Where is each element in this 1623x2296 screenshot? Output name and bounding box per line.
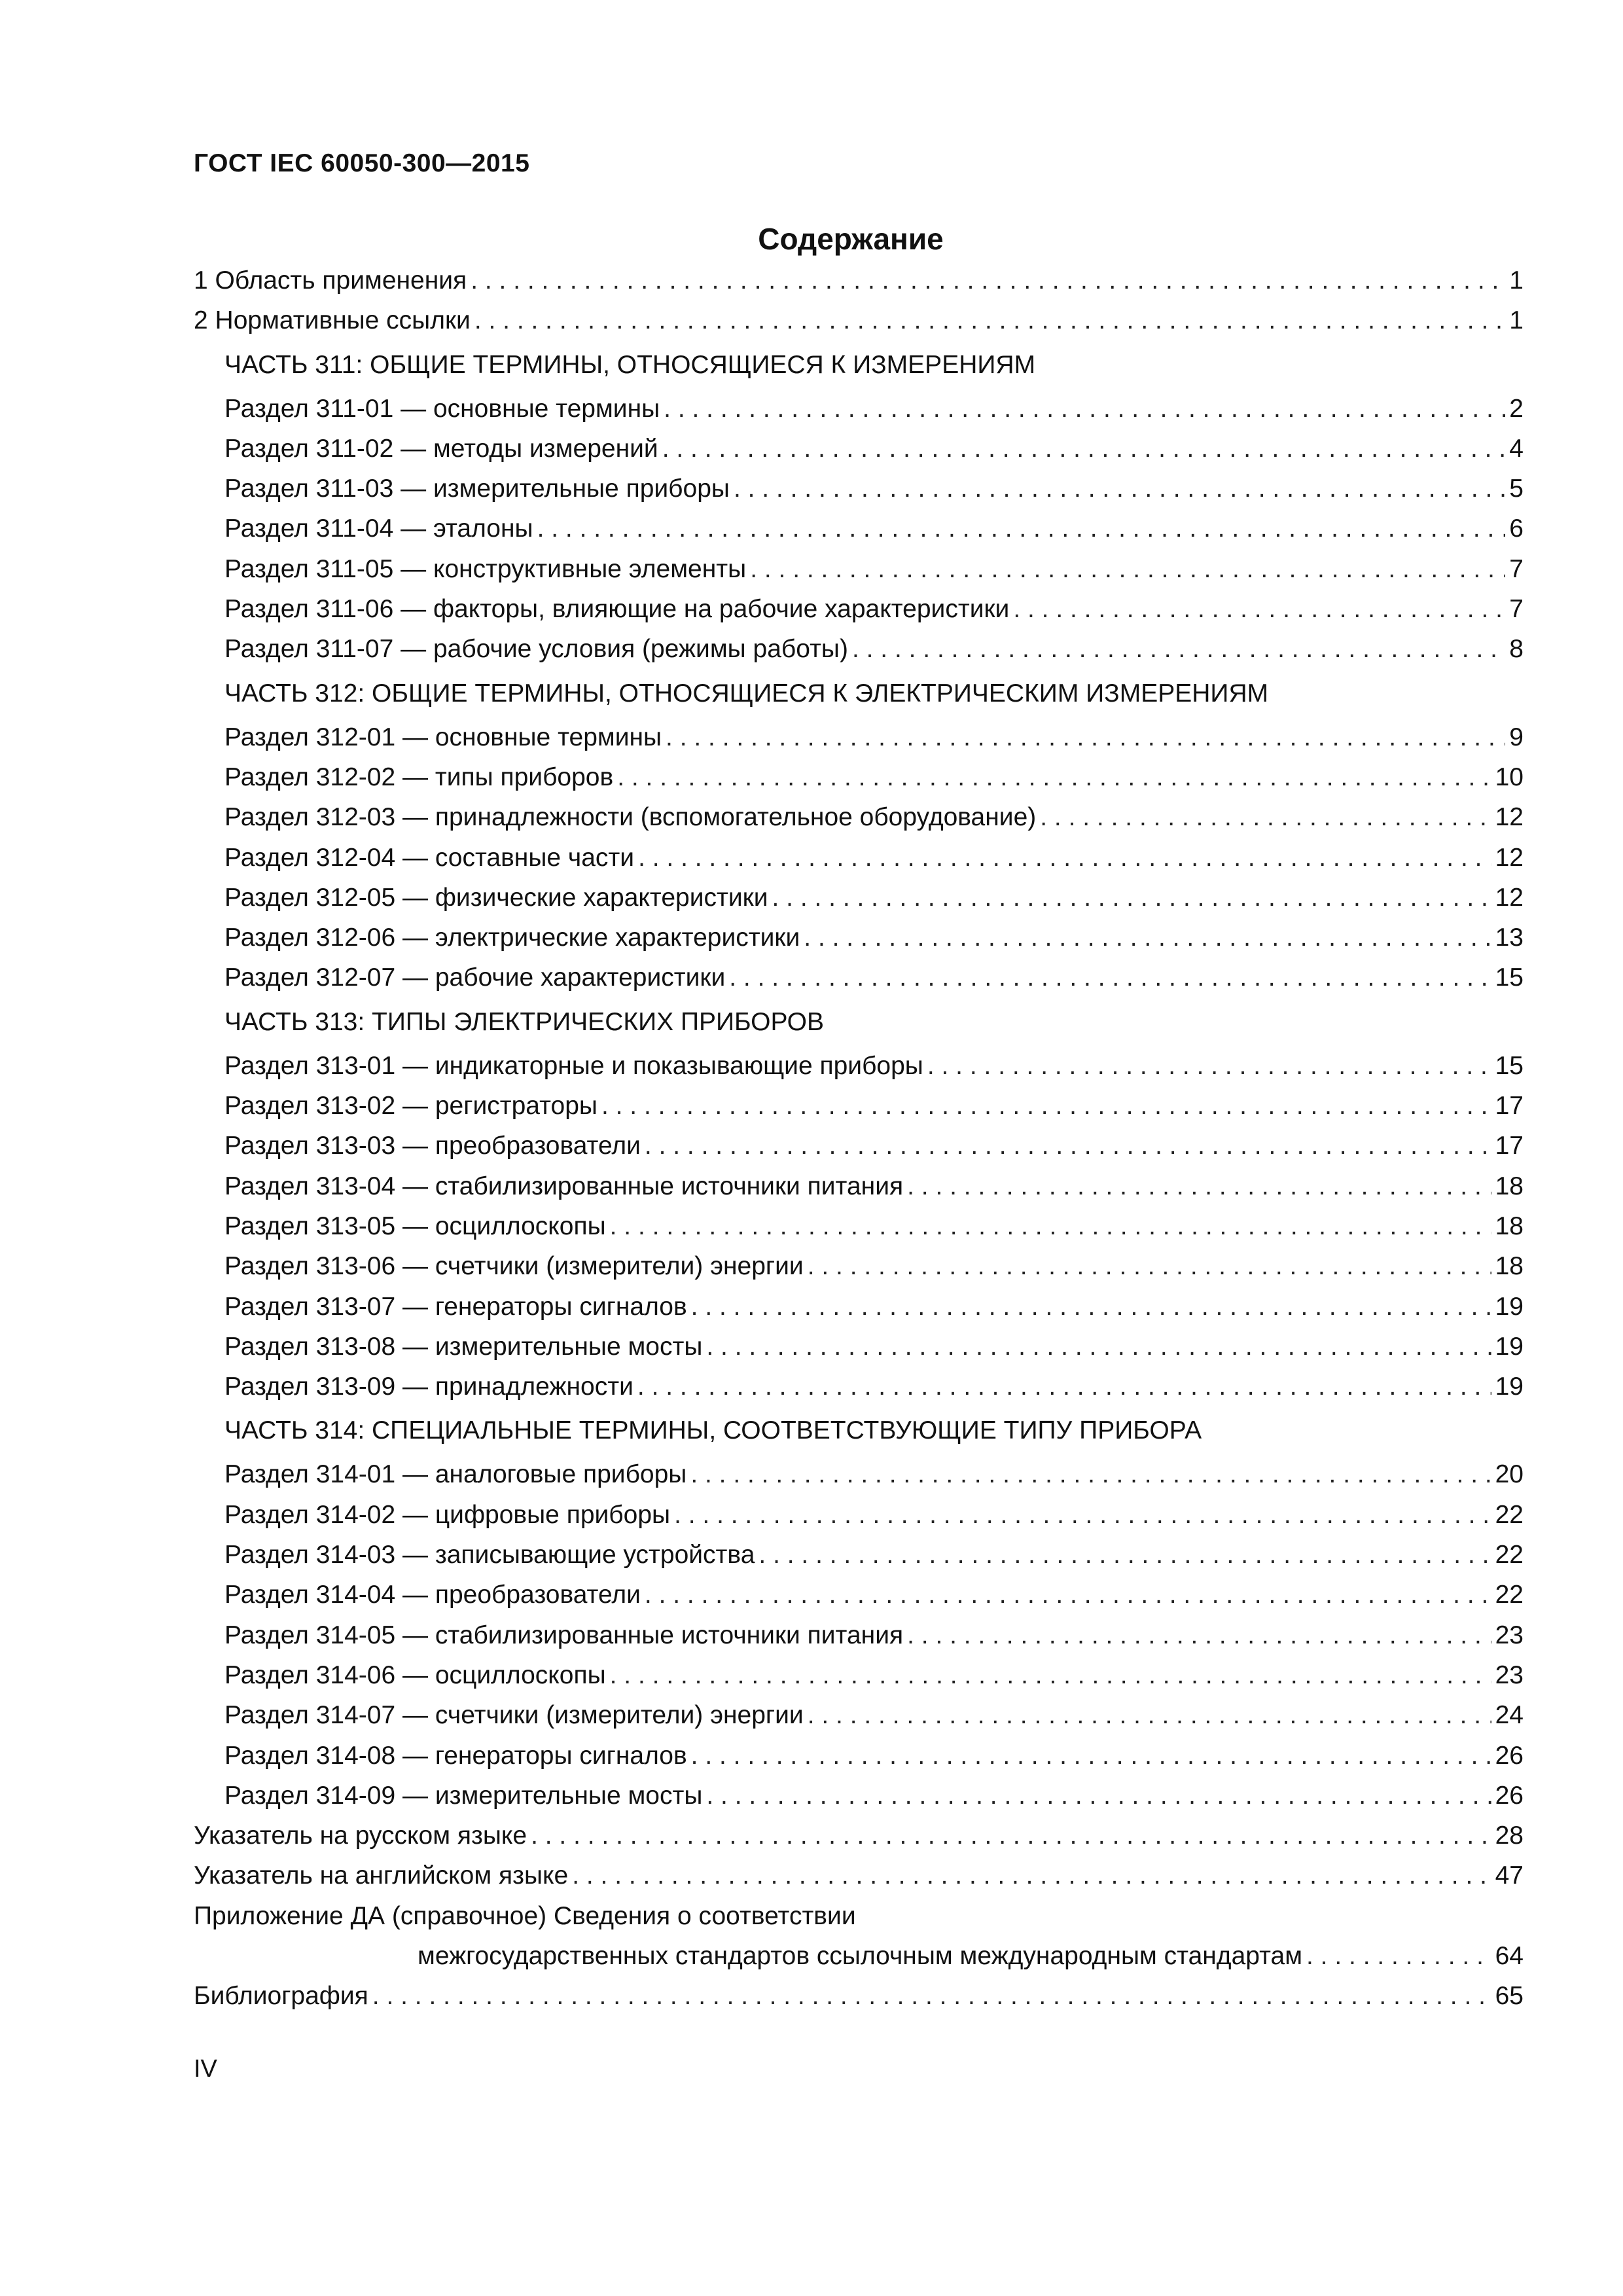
toc-entry	[194, 958, 1524, 997]
toc-entry-page: 1	[1509, 266, 1524, 295]
toc-entry-page: 26	[1495, 1741, 1524, 1770]
toc-entry	[194, 1206, 1524, 1246]
toc-entry-label: 1 Область применения	[194, 266, 467, 295]
dot-leader	[907, 1615, 1491, 1655]
toc-entry-page: 7	[1509, 554, 1524, 583]
toc-entry-label: Раздел 312-07 — рабочие характеристики	[224, 963, 726, 992]
toc-entry	[194, 629, 1524, 669]
dot-leader	[706, 1776, 1491, 1816]
toc-entry-label: Раздел 314-03 — записывающие устройства	[224, 1541, 755, 1570]
toc-entry	[194, 260, 1524, 300]
toc-entry-page: 2	[1509, 394, 1524, 423]
toc-entry	[194, 717, 1524, 757]
toc-entry-label: ЧАСТЬ 312: ОБЩИЕ ТЕРМИНЫ, ОТНОСЯЩИЕСЯ К ЭЛЕКТРИЧЕСКИМ ИЗМЕРЕНИЯМ	[224, 679, 1269, 708]
toc-entry	[194, 589, 1524, 629]
toc-part-heading	[194, 341, 1524, 389]
toc-entry-label: Раздел 311-07 — рабочие условия (режимы работы)	[224, 635, 848, 664]
toc-entry-label: ЧАСТЬ 313: ТИПЫ ЭЛЕКТРИЧЕСКИХ ПРИБОРОВ	[224, 1007, 825, 1036]
dot-leader	[927, 1046, 1491, 1086]
toc-entry	[194, 509, 1524, 548]
toc-entry-page: 17	[1495, 1092, 1524, 1121]
toc-entry	[194, 1816, 1524, 1856]
dot-leader	[691, 1736, 1491, 1776]
toc-entry-page: 4	[1509, 434, 1524, 463]
toc-entry-label: Раздел 312-05 — физические характеристики	[224, 883, 768, 912]
toc-entry-page: 26	[1495, 1781, 1524, 1810]
toc-entry-label: Раздел 312-06 — электрические характеристики	[224, 924, 800, 952]
toc-entry-label: Раздел 313-08 — измерительные мосты	[224, 1332, 703, 1361]
toc-entry-label: Раздел 313-02 — регистраторы	[224, 1092, 597, 1121]
toc-entry-page: 8	[1509, 635, 1524, 664]
toc-entry	[194, 1655, 1524, 1695]
toc-entry	[194, 469, 1524, 509]
page-number: IV	[194, 2055, 217, 2083]
toc-entry-page: 18	[1495, 1172, 1524, 1200]
toc-entry	[194, 1976, 1524, 2016]
toc-entry-label: Указатель на английском языке	[194, 1861, 569, 1890]
toc-entry-page: 47	[1495, 1861, 1524, 1890]
dot-leader	[690, 1454, 1491, 1494]
toc-entry-label: ЧАСТЬ 311: ОБЩИЕ ТЕРМИНЫ, ОТНОСЯЩИЕСЯ К ИЗМЕРЕНИЯМ	[224, 350, 1036, 379]
dot-leader	[750, 549, 1505, 589]
toc-entry-page: 13	[1495, 924, 1524, 952]
toc-entry-page: 23	[1495, 1660, 1524, 1689]
toc-entry-page: 12	[1495, 803, 1524, 832]
toc-entry	[194, 1736, 1524, 1776]
dot-leader	[706, 1327, 1491, 1367]
toc-entry	[194, 1126, 1524, 1166]
toc-entry-page: 19	[1495, 1332, 1524, 1361]
dot-leader	[662, 429, 1506, 469]
toc-entry	[194, 1367, 1524, 1407]
toc-entry	[194, 838, 1524, 878]
toc-entry-label: Раздел 314-07 — счетчики (измерители) энергии	[224, 1701, 804, 1730]
dot-leader	[474, 300, 1505, 340]
dot-leader	[637, 1367, 1491, 1407]
toc-entry	[194, 1776, 1524, 1816]
toc-entry	[194, 1856, 1524, 1895]
document-header: ГОСТ IEC 60050-300—2015	[194, 149, 530, 177]
toc-entry-label: Раздел 313-06 — счетчики (измерители) энергии	[224, 1252, 804, 1281]
dot-leader	[531, 1816, 1491, 1856]
toc-entry-page: 22	[1495, 1581, 1524, 1609]
toc-entry	[194, 757, 1524, 797]
toc-entry-label: Раздел 311-03 — измерительные приборы	[224, 475, 730, 503]
toc-entry-label: Раздел 311-05 — конструктивные элементы	[224, 554, 747, 583]
dot-leader	[804, 918, 1491, 958]
toc-entry	[194, 549, 1524, 589]
toc-entry-label: Приложение ДА (справочное) Сведения о соответствии	[194, 1901, 856, 1930]
dot-leader	[537, 509, 1506, 548]
toc-entry-label: Раздел 311-04 — эталоны	[224, 514, 533, 543]
toc-entry-page: 22	[1495, 1500, 1524, 1529]
toc-entry-page: 6	[1509, 514, 1524, 543]
toc-entry-label: Раздел 311-01 — основные термины	[224, 394, 660, 423]
toc-part-heading	[194, 670, 1524, 717]
dot-leader	[610, 1655, 1491, 1695]
toc-entry	[194, 1936, 1524, 1976]
toc-entry-label: Раздел 314-05 — стабилизированные источники питания	[224, 1621, 904, 1649]
toc-title: Содержание	[758, 222, 944, 256]
toc-entry-page: 9	[1509, 723, 1524, 751]
toc-entry-label: Раздел 314-06 — осциллоскопы	[224, 1660, 606, 1689]
toc-entry-label: Раздел 313-04 — стабилизированные источники питания	[224, 1172, 904, 1200]
dot-leader	[372, 1976, 1491, 2016]
toc-entry	[194, 1454, 1524, 1494]
toc-part-heading	[194, 1407, 1524, 1454]
dot-leader	[772, 878, 1491, 918]
toc-entry	[194, 1246, 1524, 1286]
toc-entry-label: Раздел 311-06 — факторы, влияющие на рабочие характеристики	[224, 595, 1010, 624]
toc-part-heading	[194, 998, 1524, 1046]
toc-entry-page: 10	[1495, 762, 1524, 791]
toc-entry	[194, 1327, 1524, 1367]
dot-leader	[1306, 1936, 1491, 1976]
toc-entry-page: 5	[1509, 475, 1524, 503]
dot-leader	[666, 717, 1505, 757]
dot-leader	[617, 757, 1491, 797]
toc-entry-label: Раздел 314-09 — измерительные мосты	[224, 1781, 703, 1810]
toc-entry	[194, 1495, 1524, 1535]
dot-leader	[601, 1086, 1491, 1126]
dot-leader	[729, 958, 1491, 997]
toc-entry	[194, 918, 1524, 958]
toc-entry-label: Раздел 312-04 — составные части	[224, 843, 635, 872]
dot-leader	[758, 1535, 1491, 1575]
toc-entry-page: 15	[1495, 963, 1524, 992]
toc-entry-label: Библиография	[194, 1982, 368, 2011]
dot-leader	[664, 389, 1505, 429]
toc-entry-page: 15	[1495, 1051, 1524, 1080]
toc-entry-label: Указатель на русском языке	[194, 1821, 527, 1850]
toc-entry-page: 19	[1495, 1292, 1524, 1321]
toc-entry-label: Раздел 313-07 — генераторы сигналов	[224, 1292, 687, 1321]
dot-leader	[907, 1166, 1491, 1206]
toc-entry	[194, 1575, 1524, 1615]
toc-entry-label: Раздел 314-01 — аналоговые приборы	[224, 1460, 687, 1489]
toc-entry-label: межгосударственных стандартов ссылочным международным стандартам	[418, 1941, 1303, 1970]
toc-entry-label: 2 Нормативные ссылки	[194, 306, 471, 335]
toc-entry-page: 28	[1495, 1821, 1524, 1850]
dot-leader	[808, 1246, 1491, 1286]
dot-leader	[1040, 797, 1491, 837]
dot-leader	[808, 1695, 1491, 1735]
dot-leader	[1013, 589, 1505, 629]
dot-leader	[734, 469, 1505, 509]
toc-entry-page: 64	[1495, 1941, 1524, 1970]
toc-entry-label: Раздел 313-09 — принадлежности	[224, 1372, 633, 1401]
toc-entry-page: 22	[1495, 1541, 1524, 1570]
toc-entry	[194, 1287, 1524, 1327]
toc-entry	[194, 878, 1524, 918]
toc-entry-label: Раздел 314-04 — преобразователи	[224, 1581, 641, 1609]
dot-leader	[610, 1206, 1491, 1246]
toc-entry	[194, 1046, 1524, 1086]
toc-entry	[194, 429, 1524, 469]
toc-entry-page: 23	[1495, 1621, 1524, 1649]
toc-entry-label: Раздел 312-02 — типы приборов	[224, 762, 614, 791]
dot-leader	[572, 1856, 1491, 1895]
toc-entry-label: ЧАСТЬ 314: СПЕЦИАЛЬНЫЕ ТЕРМИНЫ, СООТВЕТСТВУЮЩИЕ ТИПУ ПРИБОРА	[224, 1416, 1202, 1445]
toc-entry-label: Раздел 311-02 — методы измерений	[224, 434, 658, 463]
toc-entry-label: Раздел 312-01 — основные термины	[224, 723, 662, 751]
toc-entry-label: Раздел 313-05 — осциллоскопы	[224, 1211, 606, 1240]
toc-entry-heading	[194, 1896, 1524, 1936]
toc-entry-page: 18	[1495, 1211, 1524, 1240]
toc-entry-page: 24	[1495, 1701, 1524, 1730]
toc-entry-page: 20	[1495, 1460, 1524, 1489]
toc-entry	[194, 1615, 1524, 1655]
toc-entry-label: Раздел 313-03 — преобразователи	[224, 1132, 641, 1160]
dot-leader	[471, 260, 1505, 300]
dot-leader	[674, 1495, 1491, 1535]
toc-entry-page: 65	[1495, 1982, 1524, 2011]
toc-entry	[194, 1535, 1524, 1575]
toc-entry	[194, 1695, 1524, 1735]
toc-entry-page: 12	[1495, 843, 1524, 872]
table-of-contents	[194, 260, 1524, 2017]
dot-leader	[645, 1575, 1491, 1615]
toc-entry-label: Раздел 314-08 — генераторы сигналов	[224, 1741, 687, 1770]
toc-entry-page: 19	[1495, 1372, 1524, 1401]
toc-entry	[194, 300, 1524, 340]
toc-entry-page: 17	[1495, 1132, 1524, 1160]
toc-entry-page: 18	[1495, 1252, 1524, 1281]
dot-leader	[645, 1126, 1491, 1166]
dot-leader	[691, 1287, 1491, 1327]
toc-entry-label: Раздел 312-03 — принадлежности (вспомогательное оборудование)	[224, 803, 1037, 832]
dot-leader	[852, 629, 1505, 669]
toc-entry-page: 1	[1509, 306, 1524, 335]
toc-entry-label: Раздел 313-01 — индикаторные и показывающие приборы	[224, 1051, 923, 1080]
toc-entry	[194, 797, 1524, 837]
toc-entry	[194, 1166, 1524, 1206]
toc-entry-label: Раздел 314-02 — цифровые приборы	[224, 1500, 671, 1529]
toc-entry	[194, 389, 1524, 429]
dot-leader	[638, 838, 1491, 878]
toc-entry	[194, 1086, 1524, 1126]
toc-entry-page: 7	[1509, 595, 1524, 624]
toc-entry-page: 12	[1495, 883, 1524, 912]
